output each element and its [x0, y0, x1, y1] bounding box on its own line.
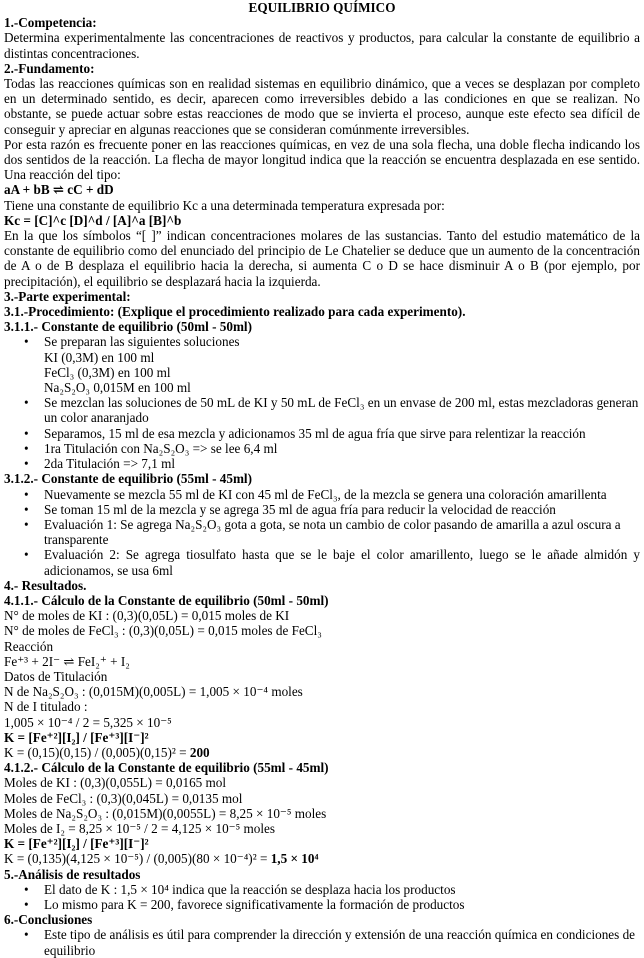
calc-line: Moles de Na₂S₂O₃ : (0,015M)(0,0055L) = 8,25 × 10⁻⁵ moles [4, 805, 327, 821]
solution-item: FeCl₃ (0,3M) en 100 ml [44, 364, 171, 380]
fundamento-paragraph-3: Tiene una constante de equilibrio Kc a una determinada temperatura expresada por: [4, 197, 445, 213]
calc-line: 1,005 × 10⁻⁴ / 2 = 5,325 × 10⁻⁵ [4, 714, 172, 730]
section-5-heading: 5.-Análisis de resultados [4, 866, 141, 882]
list-item: • Se preparan las siguientes soluciones KI (0,3M) en 100 ml FeCl₃ (0,3M) en 100 ml Na₂S₂O₃ 0,015M en 100 ml [4, 334, 640, 395]
calc-line: N de Na₂S₂O₃ : (0,015M)(0,005L) = 1,005 × 10⁻⁴ moles [4, 684, 303, 700]
k-value-1: 200 [189, 744, 210, 760]
calc-line: Fe⁺³ + 2I⁻ ⇌ FeI₂⁺ + I₂ [4, 653, 130, 669]
section-2-heading: 2.-Fundamento: [4, 60, 95, 76]
list-item: • Lo mismo para K = 200, favorece significativamente la formación de productos [4, 897, 640, 912]
solution-item: KI (0,3M) en 100 ml [44, 349, 155, 365]
section-4-heading: 4.- Resultados. [4, 577, 87, 593]
list-item: • 1ra Titulación con Na₂S₂O₃ => se lee 6,4 ml [4, 441, 640, 456]
calc-line: Reacción [4, 638, 54, 654]
document-title: EQUILIBRIO QUÍMICO [248, 0, 396, 15]
calc-line: N° de moles de FeCl₃ : (0,3)(0,05L) = 0,015 moles de FeCl₃ [4, 623, 322, 639]
fundamento-paragraph-2: Por esta razón es frecuente poner en las reacciones químicas, en vez de una sola flecha, una doble flecha indicando los dos sentidos de la reacción. La flecha de mayor longitud indica que la reacción se encuentra desplazada en ese sentido. Una reacción del tipo: [4, 136, 640, 183]
section-1-text: Determina experimentalmente las concentraciones de reactivos y productos, para calcular la constante de equilibrio a distintas concentraciones. [4, 30, 640, 61]
calc-line: Moles de FeCl₃ : (0,3)(0,045L) = 0,0135 mol [4, 790, 243, 806]
list-item: • Evaluación 2: Se agrega tiosulfato hasta que se le baje el color amarillento, luego se le añade almidón y adicionamos, se usa 6ml [4, 547, 640, 577]
calc-2-heading: 4.1.2.- Cálculo de la Constante de equilibrio (55ml - 45ml) [4, 760, 329, 776]
list-item: • Se mezclan las soluciones de 50 mL de KI y 50 mL de FeCl₃ en un envase de 200 ml, estas mezcladoras generan un color anaranjado [4, 395, 640, 425]
calc-line: Moles de KI : (0,3)(0,055L) = 0,0165 mol [4, 775, 227, 791]
calc-line: Datos de Titulación [4, 668, 108, 684]
solution-item: Na₂S₂O₃ 0,015M en 100 ml [44, 380, 191, 396]
calc-1-heading: 4.1.1.- Cálculo de la Constante de equilibrio (50ml - 50ml) [4, 592, 329, 608]
list-item: • Nuevamente se mezcla 55 ml de KI con 45 ml de FeCl₃, de la mezcla se genera una coloración amarillenta [4, 487, 640, 502]
list-item: • Este tipo de análisis es útil para comprender la dirección y extensión de una reacción química en condiciones de equilibrio [4, 927, 640, 957]
list-item: • 2da Titulación => 7,1 ml [4, 456, 640, 471]
analysis-list [4, 882, 640, 912]
kc-expression: Kc = [C]^c [D]^d / [A]^a [B]^b [4, 212, 182, 228]
conclusions-list [4, 927, 640, 957]
experiment-2-heading: 3.1.2.- Constante de equilibrio (55ml - 45ml) [4, 471, 252, 487]
list-item: • Evaluación 1: Se agrega Na₂S₂O₃ gota a gota, se nota un cambio de color pasando de amarilla a azul oscura a transparente [4, 517, 640, 547]
k-value-2: 1,5 × 10⁴ [270, 851, 319, 867]
experiment-1-heading: 3.1.1.- Constante de equilibrio (50ml - 50ml) [4, 319, 252, 335]
experiment-2-list [4, 487, 640, 578]
list-item: • El dato de K : 1,5 × 10⁴ indica que la reacción se desplaza hacia los productos [4, 882, 640, 897]
list-item: • Separamos, 15 ml de esa mezcla y adicionamos 35 ml de agua fría que sirve para relentizar la reacción [4, 426, 640, 441]
calc-line: N° de moles de KI : (0,3)(0,05L) = 0,015 moles de KI [4, 608, 290, 624]
section-3-heading: 3.-Parte experimental: [4, 288, 131, 304]
k-formula: K = [Fe⁺²][I₂] / [Fe⁺³][I⁻]² [4, 836, 149, 852]
fundamento-paragraph-1: Todas las reacciones químicas son en realidad sistemas en equilibrio dinámico, que a veces se desplazan por completo en un determinado sentido, es decir, aparecen como irreversibles debido a las condiciones en que se realizan. No obstante, se puede actuar sobre estas reacciones de modo que se invierta el proceso, aunque este efecto sea difícil de conseguir y apreciar en algunas reacciones que se consideran comúnmente irreversibles. [4, 76, 640, 137]
reaction-equation: aA + bB ⇌ cC + dD [4, 182, 114, 198]
k-result-2: K = (0,135)(4,125 × 10⁻⁵) / (0,005)(80 × 10⁻⁴)² = 1,5 × 10⁴ [4, 851, 319, 867]
calc-line: Moles de I₂ = 8,25 × 10⁻⁵ / 2 = 4,125 × 10⁻⁵ moles [4, 820, 276, 836]
list-item: • Se toman 15 ml de la mezcla y se agrega 35 ml de agua fría para reducir la velocidad de reacción [4, 502, 640, 517]
section-6-heading: 6.-Conclusiones [4, 912, 93, 928]
k-result-1: K = (0,15)(0,15) / (0,005)(0,15)² = 200 [4, 744, 210, 760]
k-formula: K = [Fe⁺²][I₂] / [Fe⁺³][I⁻]² [4, 729, 149, 745]
section-1-heading: 1.-Competencia: [4, 15, 97, 31]
experiment-1-list [4, 334, 640, 471]
fundamento-paragraph-4: En la que los símbolos “[ ]” indican concentraciones molares de las sustancias. Tanto del estudio matemático de la constante de equilibrio como del enunciado del principio de Le Chatelier se deduce que un aumento de la concentración de A o de B desplaza el equilibrio hacia la derecha, si aumenta C o D se hace disminuir A o B (por ejemplo, por precipitación), el equilibrio se desplazará hacia la izquierda. [4, 228, 640, 289]
calc-line: N de I titulado : [4, 699, 88, 715]
procedure-heading: 3.1.-Procedimiento: (Explique el procedimiento realizado para cada experimento). [4, 304, 466, 320]
